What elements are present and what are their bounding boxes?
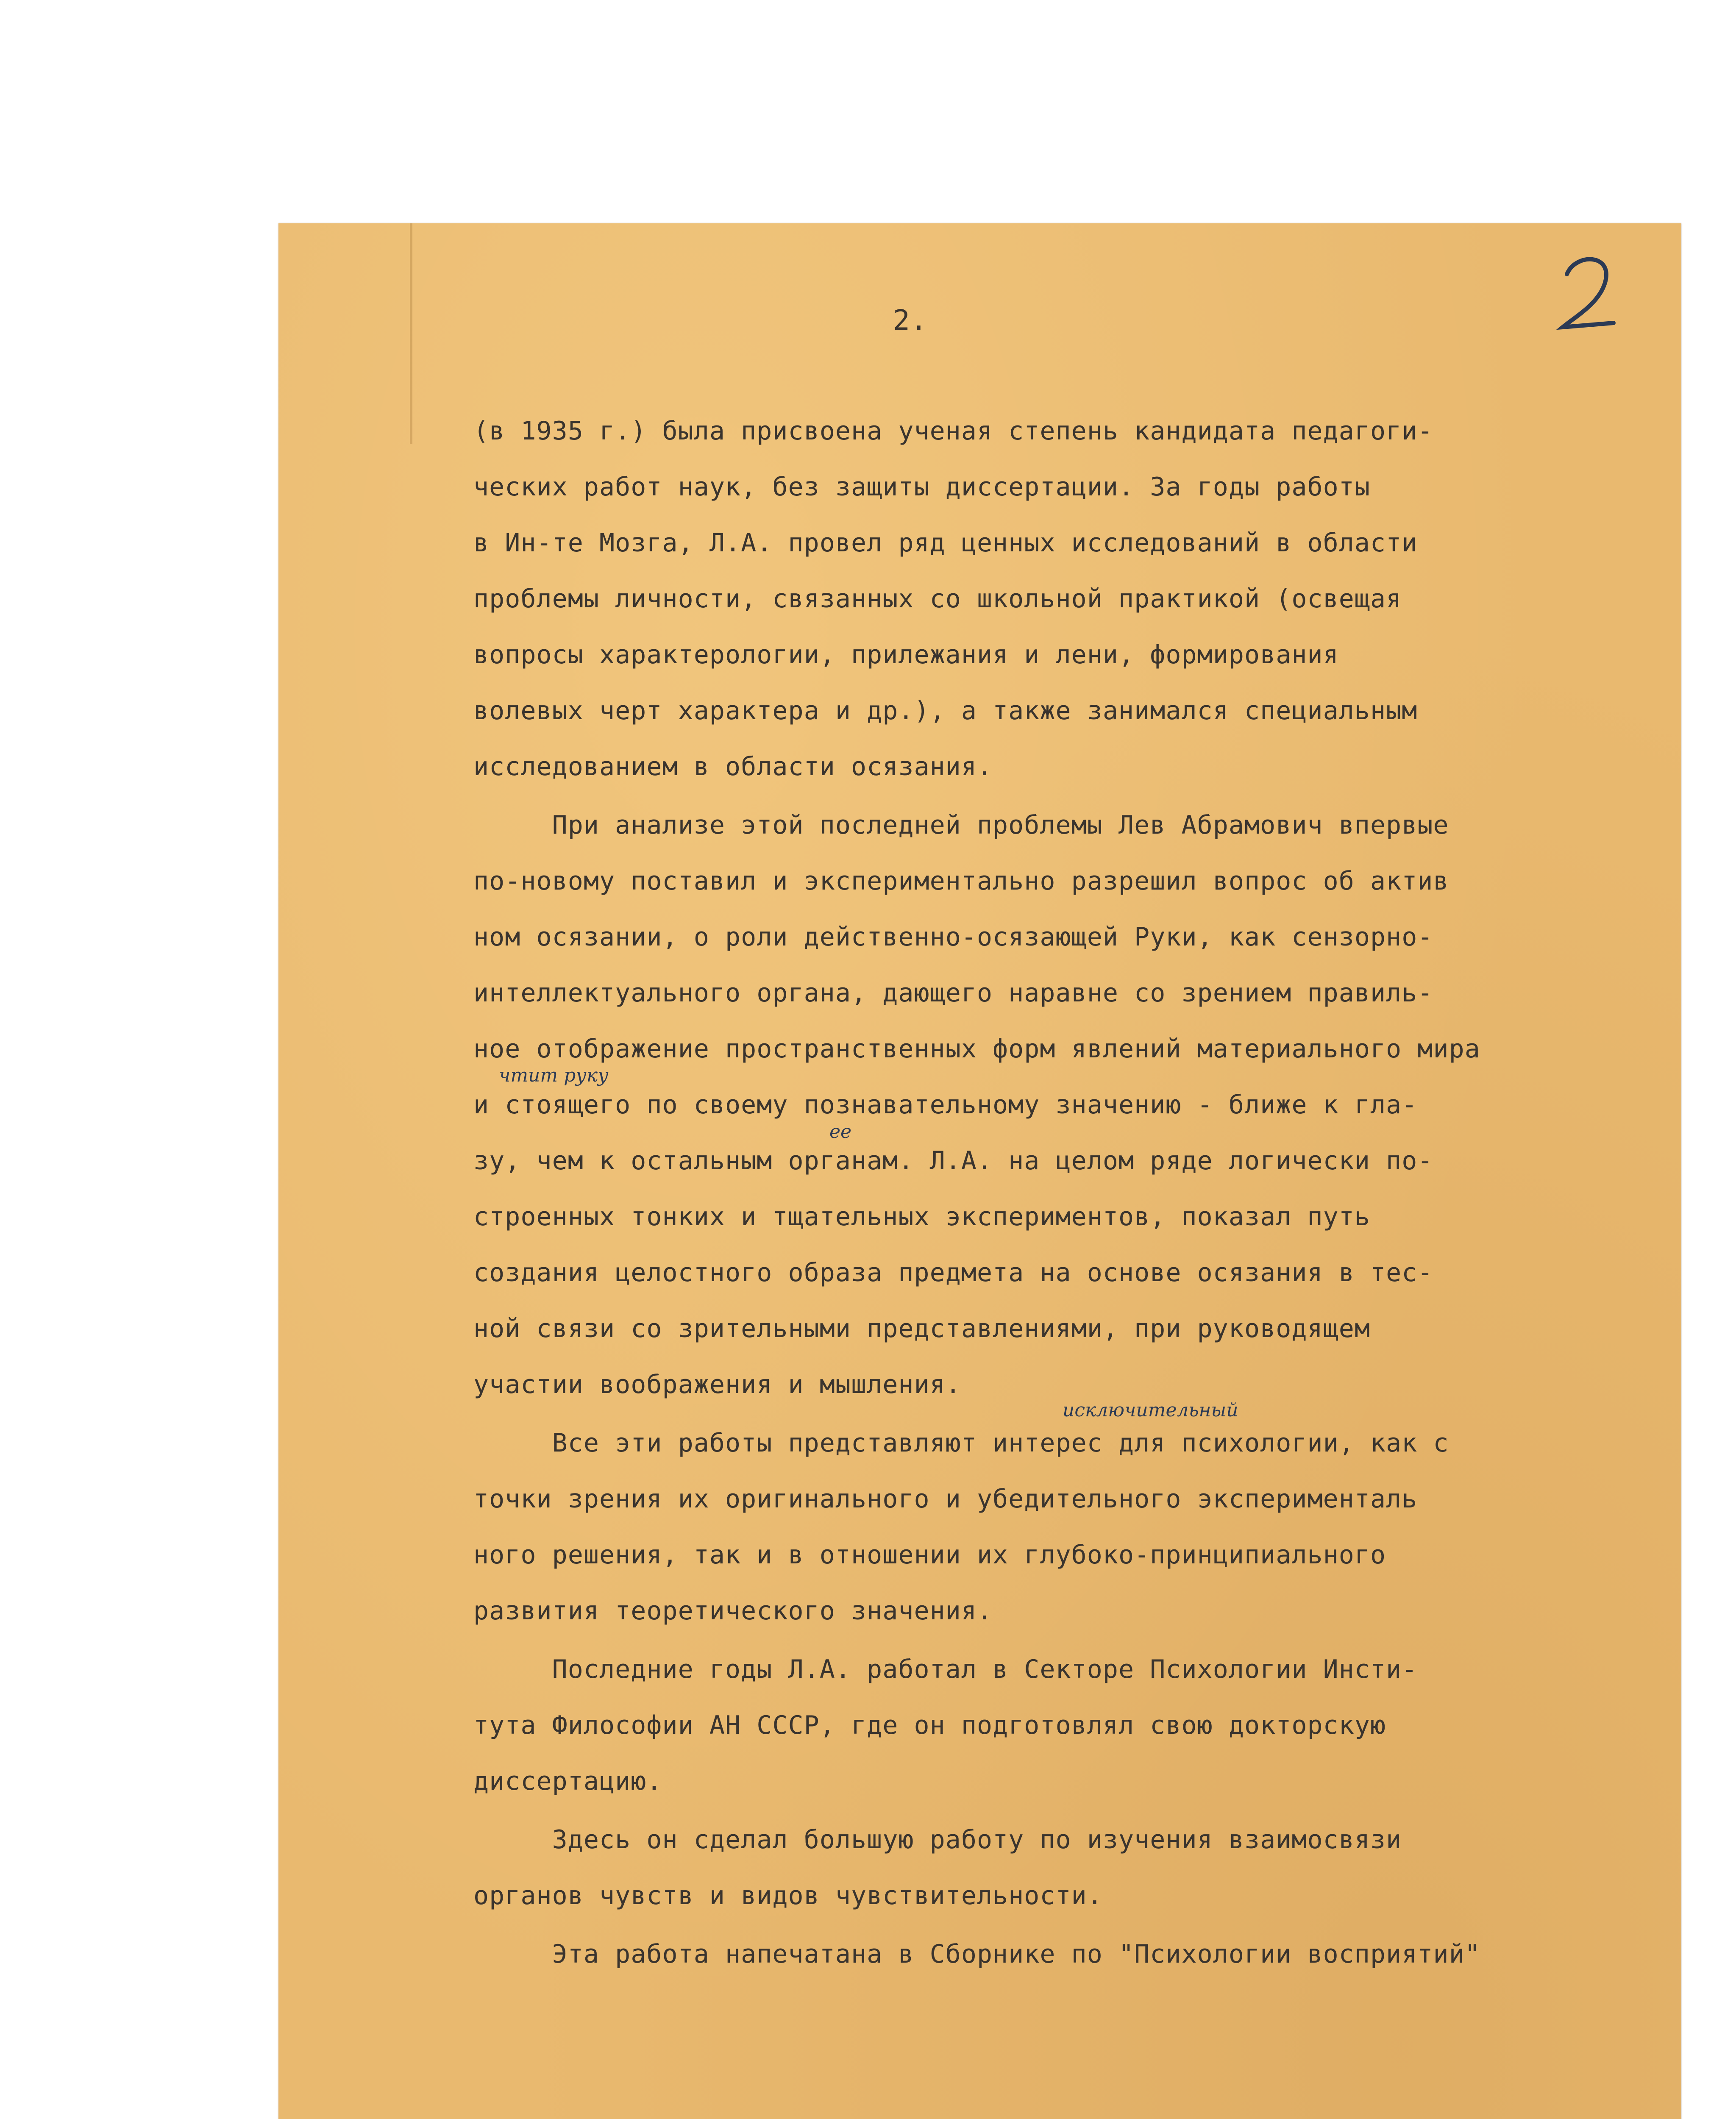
text-line: Эта работа напечатана в Сборнике по "Психологии восприятий" <box>473 1939 1480 1969</box>
text-line: Все эти работы представляют интерес для психологии, как с <box>473 1428 1449 1458</box>
text-line: вопросы характерологии, прилежания и лени, формирования <box>473 640 1339 670</box>
text-line: в Ин-те Мозга, Л.А. провел ряд ценных исследований в области <box>473 528 1418 558</box>
document-page <box>278 223 1681 2119</box>
text-line: Последние годы Л.А. работал в Секторе Психологии Инсти- <box>473 1655 1418 1684</box>
text-line: Здесь он сделал большую работу по изучения взаимосвязи <box>473 1825 1402 1855</box>
text-line: участии воображения и мышления. <box>473 1370 961 1399</box>
text-line: зу, чем к остальным органам. Л.А. на целом ряде логически по- <box>473 1146 1433 1176</box>
text-line: тута Философии АН СССР, где он подготовлял свою докторскую <box>473 1710 1386 1740</box>
text-line: диссертацию. <box>473 1766 662 1796</box>
text-line: ное отображение пространственных форм явлений материального мира <box>473 1034 1480 1064</box>
handwritten-annotation: чтит руку <box>499 1065 609 1086</box>
text-line: строенных тонких и тщательных экспериментов, показал путь <box>473 1202 1371 1232</box>
text-line: (в 1935 г.) была присвоена ученая степень кандидата педагоги- <box>473 416 1433 446</box>
text-line: ном осязании, о роли действенно-осязающей Руки, как сензорно- <box>473 922 1433 952</box>
text-line: создания целостного образа предмета на основе осязания в тес- <box>473 1258 1433 1288</box>
page-number: 2. <box>893 304 928 336</box>
text-line: и стоящего по своему познавательному значению - ближе к гла- <box>473 1090 1418 1120</box>
paper-fold <box>410 223 412 444</box>
text-line: ческих работ наук, без защиты диссертации. За годы работы <box>473 472 1371 502</box>
text-line: по-новому поставил и экспериментально разрешил вопрос об актив <box>473 866 1449 896</box>
text-line: исследованием в области осязания. <box>473 752 993 781</box>
text-line: развития теоретического значения. <box>473 1596 993 1626</box>
handwritten-number-icon <box>1550 249 1626 334</box>
text-line: интеллектуального органа, дающего наравне со зрением правиль- <box>473 978 1433 1008</box>
text-line: волевых черт характера и др.), а также занимался специальным <box>473 696 1418 726</box>
text-line: ной связи со зрительными представлениями, при руководящем <box>473 1314 1371 1343</box>
text-line: ного решения, так и в отношении их глубоко-принципиального <box>473 1540 1386 1570</box>
text-line: При анализе этой последней проблемы Лев Абрамович впервые <box>473 810 1449 840</box>
text-line: органов чувств и видов чувствительности. <box>473 1881 1103 1910</box>
handwritten-annotation: исключительный <box>1063 1399 1238 1421</box>
archive-page-number <box>1550 249 1626 334</box>
handwritten-annotation: ее <box>829 1121 852 1143</box>
text-line: проблемы личности, связанных со школьной практикой (освещая <box>473 584 1402 614</box>
text-line: точки зрения их оригинального и убедительного эксперименталь <box>473 1484 1418 1514</box>
